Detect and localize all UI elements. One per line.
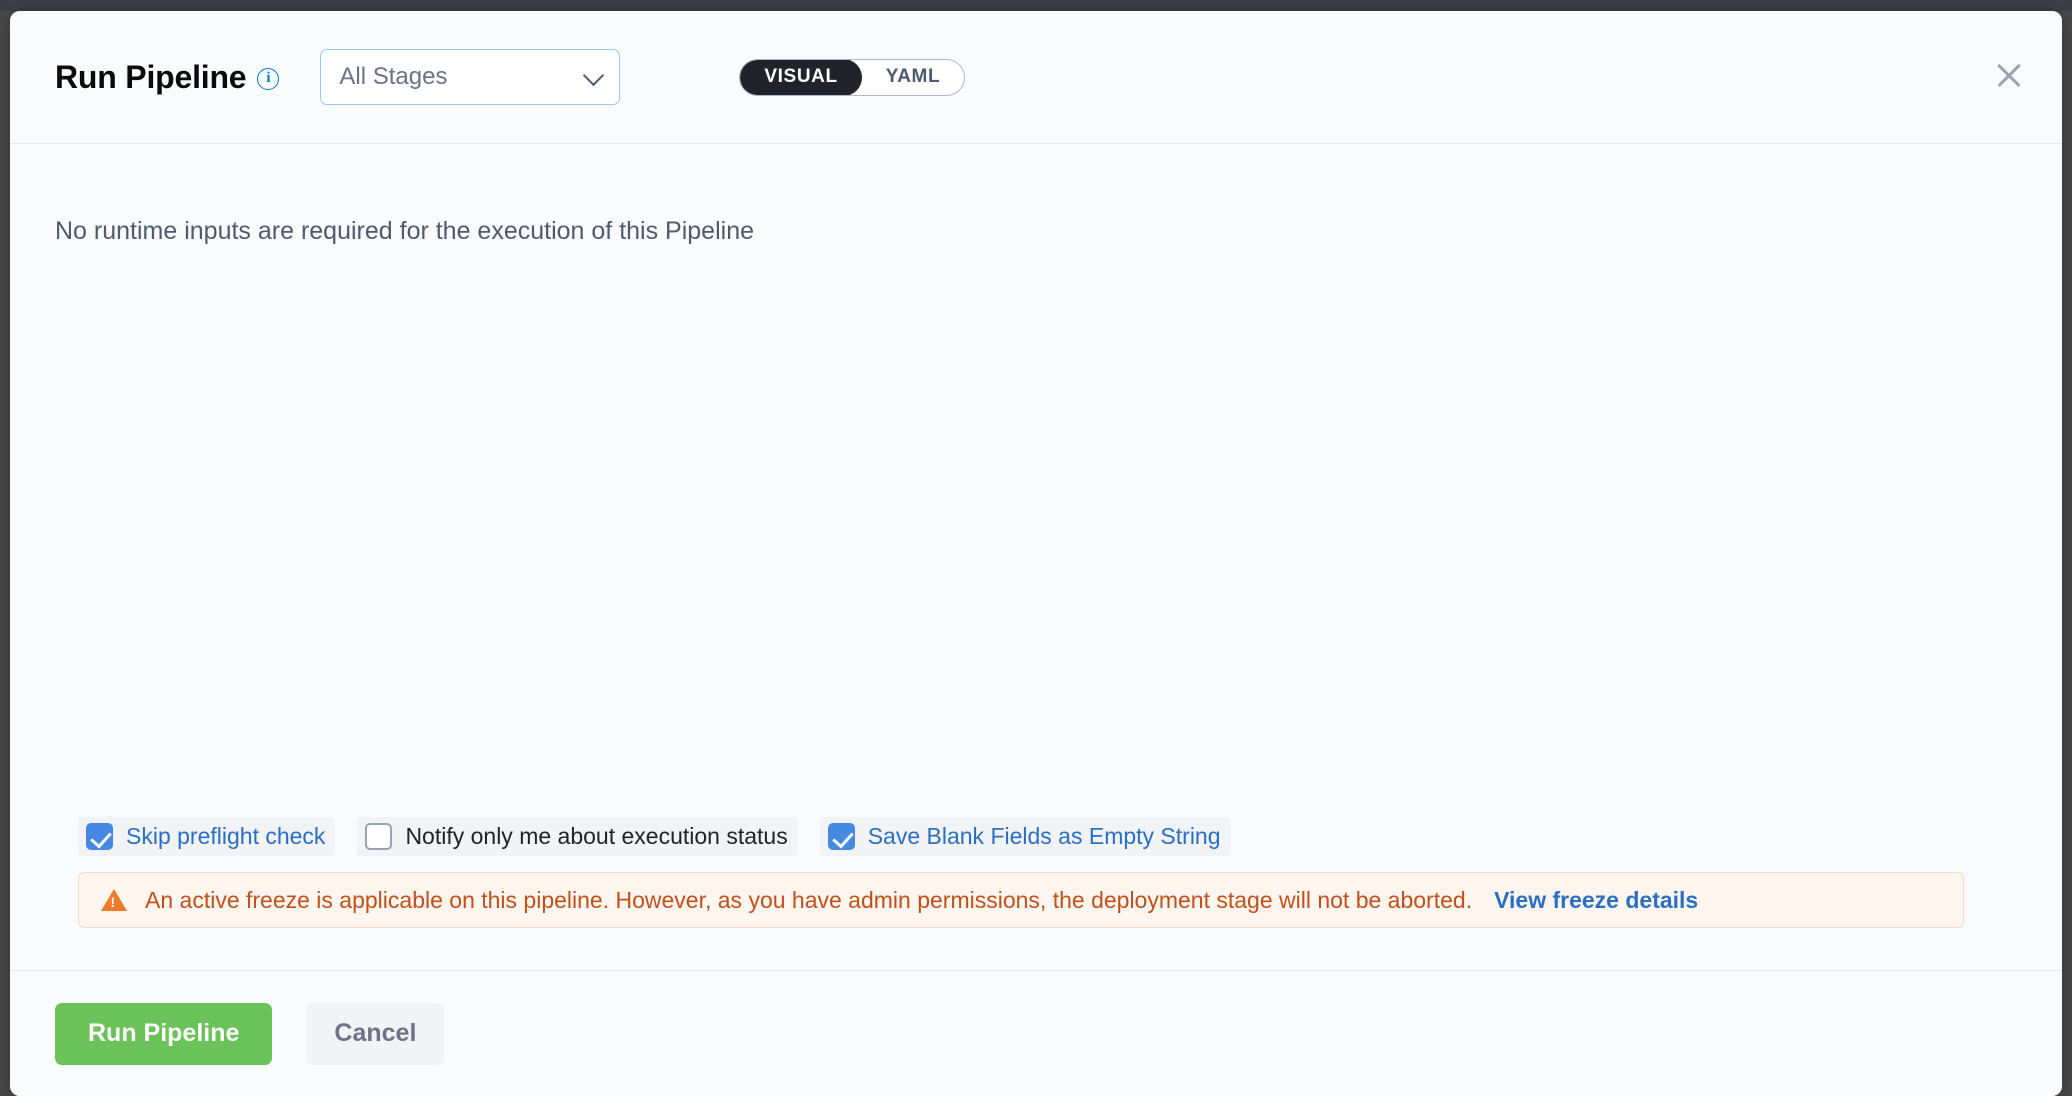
modal-footer: [10, 970, 2062, 1096]
option-label-save-blank-fields: Save Blank Fields as Empty String: [867, 823, 1221, 849]
option-label-notify-only-me: Notify only me about execution status: [405, 823, 788, 849]
run-pipeline-modal: [10, 11, 2062, 1096]
checkbox-notify-only-me[interactable]: [365, 823, 392, 850]
run-options-row: [78, 817, 2017, 856]
empty-state-message: No runtime inputs are required for the execution of this Pipeline: [55, 217, 754, 245]
view-freeze-details-link[interactable]: View freeze details: [1494, 886, 1699, 913]
stage-selector-value: All Stages: [339, 63, 448, 90]
run-pipeline-button[interactable]: Run Pipeline: [55, 1003, 272, 1065]
warning-triangle-icon: [101, 889, 127, 911]
checkbox-save-blank-fields[interactable]: [828, 823, 855, 850]
cancel-button[interactable]: Cancel: [306, 1003, 444, 1065]
freeze-warning-message: An active freeze is applicable on this pipeline. However, as you have admin permissions, the deployment stage will not be aborted.: [145, 886, 1473, 913]
body-spacer: [55, 246, 2017, 817]
close-icon[interactable]: [1992, 58, 2026, 92]
background-strip: [0, 0, 2072, 11]
option-notify-only-me[interactable]: [357, 817, 797, 856]
page-title: Run Pipeline: [55, 58, 247, 95]
option-skip-preflight-check[interactable]: [78, 817, 335, 856]
option-save-blank-fields[interactable]: [820, 817, 1231, 856]
chevron-down-icon: [583, 65, 604, 86]
view-mode-toggle[interactable]: [739, 59, 965, 96]
option-label-skip-preflight-check: Skip preflight check: [126, 823, 326, 849]
checkbox-skip-preflight-check[interactable]: [86, 823, 113, 850]
modal-header: [10, 11, 2062, 144]
modal-body: [10, 144, 2062, 970]
tab-yaml[interactable]: YAML: [885, 66, 941, 87]
tab-visual[interactable]: VISUAL: [740, 59, 861, 96]
info-icon[interactable]: i: [257, 68, 279, 90]
stage-selector[interactable]: [320, 49, 620, 105]
freeze-warning-banner: [78, 872, 1964, 928]
